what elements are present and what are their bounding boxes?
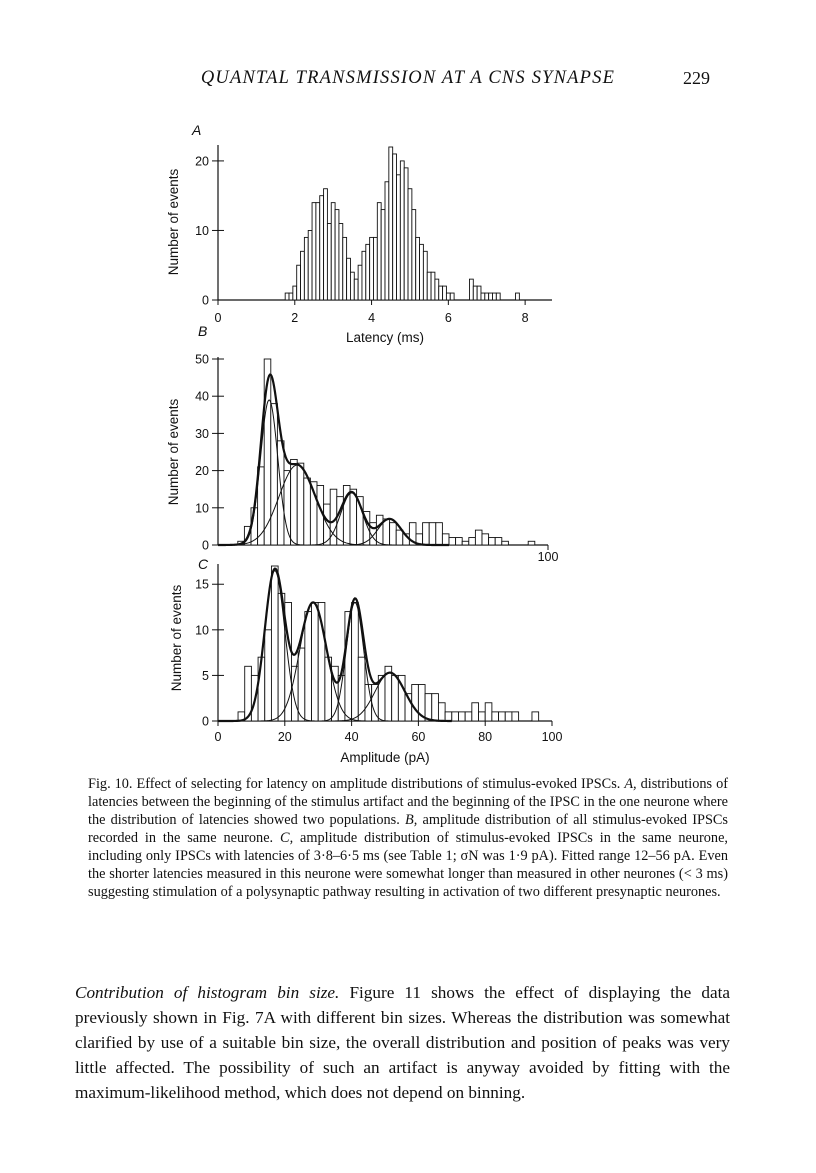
panel-a-bar — [320, 196, 324, 300]
panel-a-bar — [381, 210, 385, 300]
panel-a-bar — [343, 237, 347, 300]
paragraph-text: Figure 11 shows the effect of displaying the data previously shown in Fig. 7A with different bin sizes. Whereas the distribution was somewhat clarified by use of a suitable bin size, the overall distribution and position of peaks was very little affected. The possibility of such an artifact is anyway avoided by fitting with the maximum-likelihood method, which does not depend on binning. — [75, 983, 730, 1102]
panel-a-bar — [347, 258, 351, 300]
panel-c-bar — [392, 675, 399, 721]
panel-a-bar — [354, 279, 358, 300]
panel-c-bar — [358, 657, 365, 721]
panel-c-bar — [445, 712, 452, 721]
caption-lead: Effect of selecting for latency on amplitude distributions of stimulus-evoked IPSCs. — [136, 776, 621, 792]
panel-c-y-tick-label: 5 — [202, 668, 209, 683]
panel-b-y-tick-label: 40 — [195, 389, 209, 404]
panel-a-bar — [331, 203, 335, 300]
panel-b-x-tick-label: 100 — [537, 550, 559, 564]
panel-c-x-label: Amplitude (pA) — [340, 750, 430, 765]
panel-c-x-tick-label: 40 — [344, 730, 359, 744]
panel-c-x-tick-label: 100 — [541, 730, 563, 744]
panel-a-bar — [473, 286, 477, 300]
panel-b-bar — [383, 519, 390, 545]
panel-a-x-tick-label: 6 — [444, 311, 452, 325]
panel-b-y-tick-label: 10 — [195, 501, 209, 516]
panel-b-y-tick-label: 30 — [195, 426, 209, 441]
panel-a-bar — [420, 244, 424, 300]
panel-c-bar — [532, 712, 539, 721]
panel-c-bar — [472, 703, 479, 721]
panel-a-bar — [285, 293, 289, 300]
panel-c-bar — [492, 712, 499, 721]
panel-a-bar — [339, 224, 343, 301]
panel-a-bar — [289, 293, 293, 300]
panel-a-bar — [350, 272, 354, 300]
panel-c-bar — [425, 694, 432, 721]
panel-b-bar — [502, 541, 509, 545]
panel-c-bar — [271, 566, 278, 721]
panel-a-x-label: Latency (ms) — [345, 330, 425, 345]
panel-a-bar — [412, 210, 416, 300]
panel-c-bar — [499, 712, 506, 721]
caption-b-text: amplitude distribution of all stimulus-evoked IPSCs recorded in the same neurone. — [88, 812, 728, 846]
panel-a-bar — [377, 203, 381, 300]
panel-c-bar — [312, 602, 319, 721]
panel-a-bar — [516, 293, 520, 300]
panel-c-bar — [465, 712, 472, 721]
runin-heading: Contribution of histogram bin size. — [75, 983, 340, 1002]
panel-a-bar — [416, 237, 420, 300]
panel-c-bar — [305, 612, 312, 721]
figure-caption — [88, 775, 728, 901]
panel-a-bar — [297, 265, 301, 300]
panel-b-bar — [429, 523, 436, 545]
panel-b-letter: B — [198, 323, 208, 339]
panel-a-bar — [308, 230, 312, 300]
panel-c-bar — [458, 712, 465, 721]
panel-a-bar — [335, 210, 339, 300]
panel-a-bar — [427, 272, 431, 300]
panel-a-x-tick-label: 8 — [521, 311, 529, 325]
running-title: QUANTAL TRANSMISSION AT A CNS SYNAPSE — [200, 68, 616, 88]
panel-c-bar — [412, 685, 419, 721]
panel-a-bar — [450, 293, 454, 300]
body-paragraph — [75, 980, 730, 1105]
panel-a-bar — [324, 189, 328, 300]
caption-a-label: A, — [624, 776, 637, 792]
panel-a-letter: A — [192, 122, 202, 138]
panel-c-x-tick-label: 80 — [478, 730, 493, 744]
panel-a-bar — [389, 147, 393, 300]
panel-a-x-tick-label: 0 — [214, 311, 222, 325]
panel-b-bar — [442, 534, 449, 545]
panel-a-bar — [446, 293, 450, 300]
panel-b-bar — [449, 538, 456, 545]
panel-a-bar — [327, 224, 331, 301]
panel-b-bar — [462, 541, 469, 545]
panel-c-y-tick-label: 0 — [202, 714, 209, 729]
panel-a-bar — [373, 237, 377, 300]
panel-a-bar — [485, 293, 489, 300]
panel-b-y-label: Number of events — [166, 398, 181, 506]
panel-a-y-tick-label: 0 — [202, 293, 209, 308]
panel-c-letter: C — [198, 556, 209, 572]
panel-b-bar — [291, 459, 298, 545]
panel-c-bar — [485, 703, 492, 721]
caption-c-text: amplitude distribution of stimulus-evoked IPSCs in the same neurone, including only IPSCs with latencies of 3·8–6·5 ms (see Table 1; σN was 1·9 pA). Fitted range 12–56 pA. Even the shorter latencies measured in this neurone were somewhat longer than measured in other neurones (< 3 ms) suggesting stimulation of a polysynaptic pathway resulting in activation of two different presynaptic neurones. — [88, 830, 728, 900]
panel-a-bar — [362, 251, 366, 300]
panel-b-bar — [423, 523, 430, 545]
panel-c-bar — [298, 648, 305, 721]
panel-a-bar — [408, 189, 412, 300]
panel-b-bar — [297, 463, 304, 545]
panel-a-bar — [496, 293, 500, 300]
panel-b-bar — [396, 530, 403, 545]
panel-b-bar — [436, 523, 443, 545]
panel-b-bar — [390, 523, 397, 545]
panel-c-y-label: Number of events — [169, 584, 184, 692]
caption-c-label: C, — [280, 830, 294, 846]
panel-b-y-tick-label: 0 — [202, 538, 209, 553]
panel-a-bar — [366, 244, 370, 300]
panel-c-bar — [438, 703, 445, 721]
panel-b-bar — [304, 478, 311, 545]
panel-c-bar — [352, 602, 359, 721]
panel-a-y-tick-label: 20 — [195, 154, 209, 169]
panel-c-y-tick-label: 10 — [195, 623, 209, 638]
panel-a-bar — [439, 286, 443, 300]
panel-a-bar — [435, 279, 439, 300]
panel-c-bar — [505, 712, 512, 721]
panel-b-bar — [482, 534, 489, 545]
panel-b-bar — [528, 541, 535, 545]
caption-a-text: distributions of latencies between the beginning of the stimulus artifact and the beginning of the IPSC in the one neurone where the distribution of latencies showed two populations. — [88, 776, 729, 828]
panel-c-bar — [265, 630, 272, 721]
panel-b-y-tick-label: 20 — [195, 464, 209, 479]
panel-a-x-tick-label: 4 — [368, 311, 376, 325]
panel-a-bar — [481, 293, 485, 300]
panel-a-bar — [385, 182, 389, 300]
panel-a-bar — [477, 286, 481, 300]
caption-b-label: B, — [405, 812, 418, 828]
panel-a-x-tick-label: 2 — [291, 311, 299, 325]
panel-b-bar — [475, 530, 482, 545]
page-number: 229 — [683, 68, 710, 88]
panel-c-x-tick-label: 60 — [411, 730, 426, 744]
panel-c-bar — [512, 712, 519, 721]
panel-c-bar — [452, 712, 459, 721]
panel-a-bar — [358, 265, 362, 300]
panel-a-bar — [404, 168, 408, 300]
panel-c-y-tick-label: 15 — [195, 577, 209, 592]
panel-a-bar — [492, 293, 496, 300]
panel-a-bar — [293, 286, 297, 300]
panel-a-bar — [489, 293, 493, 300]
panel-b-bar — [495, 538, 502, 545]
panel-b-bar — [489, 538, 496, 545]
panel-a-bar — [397, 175, 401, 300]
panel-b-y-tick-label: 50 — [195, 352, 209, 367]
panel-a-bar — [312, 203, 316, 300]
panel-a-bar — [423, 251, 427, 300]
panel-c-x-tick-label: 20 — [277, 730, 292, 744]
panel-a-bar — [431, 272, 435, 300]
panel-c-bar — [432, 694, 439, 721]
panel-c-bar — [479, 712, 486, 721]
panel-b-bar — [456, 538, 463, 545]
panel-a-bar — [316, 203, 320, 300]
panel-c-bar — [365, 685, 372, 721]
panel-a-y-label: Number of events — [166, 168, 181, 276]
panel-a-bar — [443, 286, 447, 300]
panel-a-bar — [370, 237, 374, 300]
panel-a-y-tick-label: 10 — [195, 223, 209, 238]
panel-a-bar — [400, 161, 404, 300]
panel-a-bar — [469, 279, 473, 300]
panel-b-bar — [469, 538, 476, 545]
panel-c-bar — [372, 685, 379, 721]
caption-label: Fig. 10. — [88, 776, 133, 792]
panel-c-x-tick-label: 0 — [214, 730, 222, 744]
panel-a-bar — [393, 154, 397, 300]
panel-a-bar — [301, 251, 305, 300]
panel-a-bar — [304, 237, 308, 300]
